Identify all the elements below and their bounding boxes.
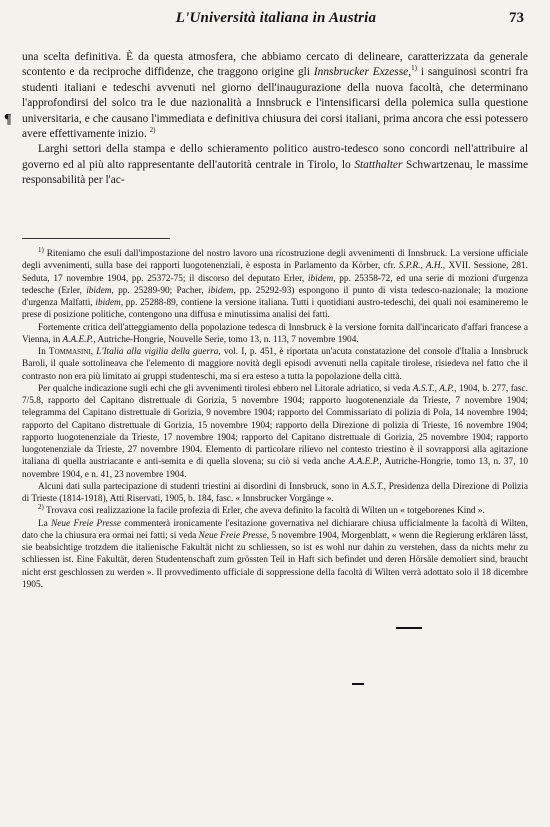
footnote-1-para-3: In Tommasini, L'Italia alla vigilia della guerra, vol. I, p. 451, è riportata un'acuta constatazione del console d'Italia a Innsbruck Baroli, il quale sottolineava che l'elemento di maggiore novità degli episodi avvenuti nella capitale tirolese, risiedeva nel fatto che il contrasto non era più limitato ai gruppi studenteschi, ma si era esteso a tutta la popolazione della città. — [22, 347, 529, 382]
footnote-1-para-5: Alcuni dati sulla partecipazione di studenti triestini ai disordini di Innsbruck, sono in A.S.T., Presidenza della Direzione di Polizia di Trieste (1814-1918), Atti Riservati, 1905, b. 184, fasc. « Innsbrucker Vorgänge ». — [22, 481, 528, 504]
footnote-1-para-4: Per qualche indicazione sugli echi che gli avvenimenti tirolesi ebbero nel Litorale adriatico, si veda A.S.T., A.P., 1904, b. 277, fasc. 7/5.8, rapporto del Capitano distrettuale di Gorizia, 5 novembre 1904; rapporto luogotenenziale da Trieste, 7 novembre 1904; telegramma del Capitano distrettuale di Gorizia, 9 novembre 1904; rapporto del Commissariato di polizia di Pola, 14 novembre 1904; rapporto del Capitano distrettuale di Gorizia, 15 novembre 1904; rapporto della Direzione di polizia di Trieste, 16 novembre 1904; rapporto luogotenenziale da Trieste, 17 novembre 1904; rapporto del Capitano distrettuale di Gorizia, 25 novembre 1904; rapporto luogotenenziale da Trieste, 27 novembre 1904. Elemento di particolare rilievo nel contesto triestino è il sovrapporsi alla agitazione italiana di quella austriacante e anti-semita e di quella slovena; su ciò si veda anche A.A.E.P., Autriche-Hongrie, tomo 13, n. 37, 10 novembre 1904, e n. 41, 23 novembre 1904. — [22, 383, 528, 480]
footnote-2: $^{2)}$ Trovava così realizzazione la facile profezia di Erler, che aveva definito la facoltà di Wilten un « totgeborenes Kind ». — [38, 503, 485, 517]
page-number: 73 — [509, 10, 524, 26]
footnote-1: $^{1)}$ Riteniamo che esuli dall'impostazione del nostro lavoro una ricostruzione degli avvenimenti di Innsbruck. La versione ufficiale degli avvenimenti, sulla base dei rapporti luogotenenziali, è esposta in Parlamento da Körber, cfr. S.P.R., A.H., XVII. Sessione, 281. Seduta, 17 novembre 1904, pp. 25372-75; il discorso del deputato Erler, ibidem, pp. 25358-72, ed una serie di mozioni d'urgenza tedesche (Erler, ibidem, pp. 25289-90; Pacher, ibidem, pp. 25292-93) espongono il punto di vista tedesco-nazionale; la mozione d'urgenza Malfatti, ibidem, pp. 25288-89, contiene la versione italiana. Tutti i quotidiani austro-tedeschi, dei quali noi esamineremo le prese di posizione politiche, contengono una diffusa e minutissima analisi dei fatti. — [22, 245, 529, 321]
footnote-separator — [22, 238, 170, 239]
margin-pencil-mark: ¶ — [4, 112, 12, 127]
page-header — [22, 8, 530, 30]
paragraph-1: una scelta definitiva. È da questa atmosfera, che abbiamo cercato di delineare, caratterizzata da generale scontento e da reciproche diffidenze, che traggono origine gli Innsbrucker Exzesse,$^{1)}$ i sanguinosi scontri fra studenti italiani e tedeschi avvenuti nel giorno dell'inaugurazione della nuova facoltà, che determinano l'approfondirsi del solco tra le due nazionalità a Innsbruck e l'intensificarsi della polemica sulla questione universitaria, e che causano l'immediata e definitiva chiusura dei corsi italiani, prima ancora che essi potessero avere effettivamente inizio. $^{2)}$ — [22, 51, 529, 141]
pencil-underline-mark — [396, 627, 422, 629]
footnotes — [22, 245, 529, 591]
footnote-1-para-2: Fortemente critica dell'atteggiamento della popolazione tedesca di Innsbruck è la versione fornita dall'incaricato d'affari francese a Vienna, in A.A.E.P., Autriche-Hongrie, Nouvelle Serie, tomo 13, n. 113, 7 novembre 1904. — [22, 322, 528, 345]
main-text — [22, 50, 528, 189]
footnote-2-para-2: La Neue Freie Presse commenterà ironicamente l'esitazione governativa nel dichiarare chiusa ufficialmente la facoltà di Wilten, dato che la chiusura era ormai nei fatti; si veda Neue Freie Presse, 5 novembre 1904, Morgenblatt, « wenn die Regierung erklären lässt, sie beabsichtige trotzdem die italienische Fakultät nicht zu schliessen, so ist es wohl nur dahin zu verstehen, dass da nichts mehr zu schliessen ist. Eine Fakultät, deren Studentenschaft zum grössten Teil in Haft sich befindet und deren Hörsäle demoliert sind, braucht nicht erst geschlossen zu werden ». Il provvedimento ufficiale di soppressione della facoltà di Wilten verrà adottato solo il 18 dicembre 1905. — [22, 518, 528, 590]
pencil-dash-mark — [352, 683, 364, 685]
running-title: L'Università italiana in Austria — [175, 10, 377, 26]
paragraph-2: Larghi settori della stampa e dello schieramento politico austro-tedesco sono concordi nell'attribuire al governo ed al più alto rappresentante dell'autorità centrale in Tirolo, lo Statthalter Schwartzenau, le massime responsabilità per l'ac- — [22, 143, 529, 187]
footnote-ref-2: 2) — [149, 126, 156, 135]
footnote-ref-1: 1) — [411, 64, 417, 73]
